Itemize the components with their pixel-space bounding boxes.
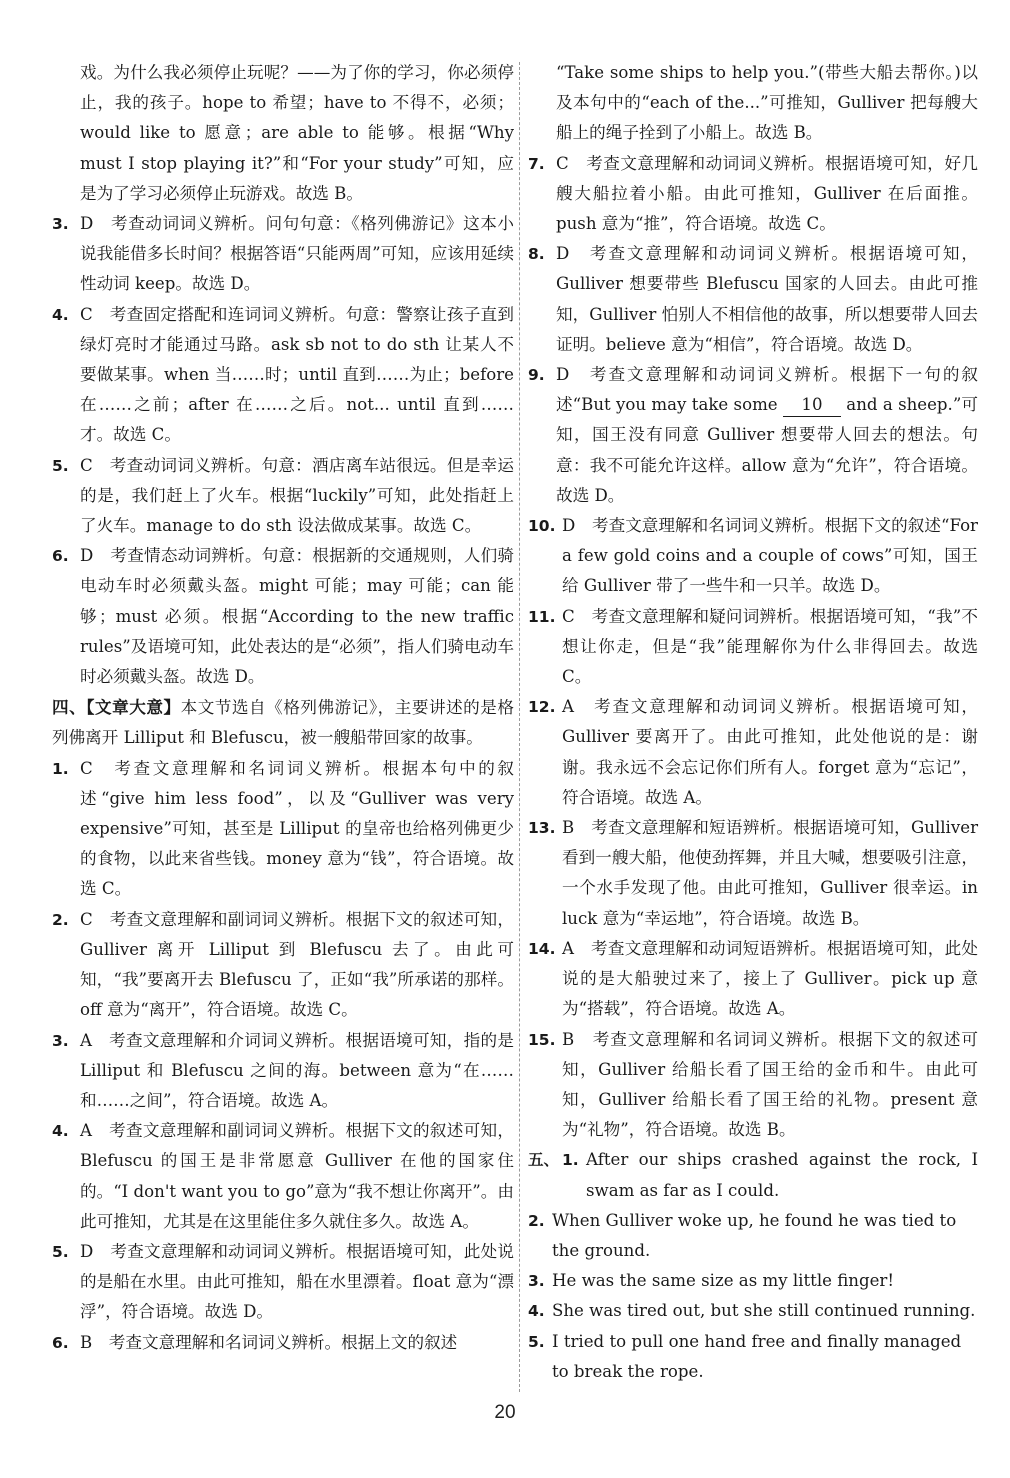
- item-text: D 考查文意理解和动词词义辨析。根据语境可知，Gulliver 想要带些 Blefuscu 国家的人回去。由此可推知，Gulliver 怕别人不相信他的故事，所以想要带人回去证明。believe 意为“相信”，符合语境。故选 D。: [556, 244, 978, 354]
- section-5-item-3: [528, 1266, 978, 1296]
- page-number: 20: [494, 1402, 516, 1423]
- answer-item-4-9: [528, 360, 978, 511]
- answer-item-4-8: [528, 239, 978, 360]
- item-text: B 考查文意理解和名词词义辨析。根据下文的叙述可知，Gulliver 给船长看了国王给的金币和牛。由此可知，Gulliver 给船长看了国王给的礼物。present 意为“礼物”，符合语境。故选 B。: [562, 1029, 978, 1140]
- fill-blank: 10: [783, 394, 841, 417]
- item-text: I tried to pull one hand free and finally managed to break the rope.: [552, 1331, 962, 1381]
- answer-item-3-3: [52, 209, 514, 300]
- right-continuation-text: “Take some ships to help you.”(带些大船去帮你。)以及本句中的“each of the...”可推知，Gulliver 把每艘大船上的绳子拴到了小船上。故选 B。: [556, 63, 978, 143]
- right-column: [528, 58, 978, 1387]
- item-number: 2.: [528, 1211, 545, 1230]
- answer-item-4-14: [528, 934, 978, 1025]
- sentence-item: [562, 1145, 978, 1205]
- answer-item-4-2: [52, 905, 514, 1026]
- item-text: B 考查文意理解和名词词义辨析。根据上文的叙述: [80, 1332, 458, 1352]
- left-intro-text: 戏。为什么我必须停止玩呢？——为了你的学习，你必须停止，我的孩子。hope to 希望；have to 不得不，必须；would like to 愿意；are able to 能够。根据“Why must I stop playing it?”和“For your study”可知，应是为了学习必须停止玩游戏。故选 B。: [80, 63, 514, 203]
- item-text: B 考查文意理解和短语辨析。根据语境可知，Gulliver 看到一艘大船，他使劲挥舞，并且大喊，想要吸引注意，一个水手发现了他。由此可推知，Gulliver 很幸运。in luck 意为“幸运地”，符合语境。故选 B。: [562, 818, 978, 928]
- item-number: 4.: [52, 305, 69, 324]
- answer-item-4-1: [52, 754, 514, 905]
- item-number: 5.: [528, 1332, 545, 1351]
- item-number: 13.: [528, 819, 556, 838]
- item-number: 4.: [52, 1122, 69, 1141]
- item-number: 5.: [52, 1242, 69, 1261]
- answer-item-4-4: [52, 1116, 514, 1237]
- item-number: 1.: [562, 1151, 579, 1170]
- item-text: C 考查固定搭配和连词词义辨析。句意：警察让孩子直到绿灯亮时才能通过马路。ask sb not to do sth 让某人不要做某事。when 当……时；until 直到……为止；before 在……之前；after 在……之后。not... until 直到……才。故选 C。: [80, 304, 514, 445]
- item-number: 6.: [52, 547, 69, 566]
- item-text: A 考查文意理解和副词词义辨析。根据下文的叙述可知，Blefuscu 的国王是非常愿意 Gulliver 在他的国家住的。“I don't want you to go”意为“我不想让你离开”。由此可推知，尤其是在这里能住多久就住多久。故选 A。: [80, 1121, 514, 1231]
- item-text: A 考查文意理解和动词短语辨析。根据语境可知，此处说的是大船驶过来了，接上了 Gulliver。pick up 意为“搭载”，符合语境。故选 A。: [562, 938, 978, 1019]
- item-number: 10.: [528, 517, 556, 536]
- item-number: 11.: [528, 607, 556, 626]
- item-number: 3.: [52, 1031, 69, 1050]
- item-number: 8.: [528, 245, 545, 264]
- item-number: 3.: [52, 215, 69, 234]
- item-number: 15.: [528, 1030, 556, 1049]
- item-number: 3.: [528, 1272, 545, 1291]
- item-number: 14.: [528, 939, 556, 958]
- item-number: 7.: [528, 154, 545, 173]
- answer-item-3-4: [52, 300, 514, 451]
- answer-item-4-15: [528, 1025, 978, 1146]
- item-text: After our ships crashed against the rock, I swam as far as I could.: [586, 1150, 978, 1200]
- answer-item-4-11: [528, 602, 978, 693]
- answer-item-4-12: [528, 692, 978, 813]
- section-5-item-1: [528, 1145, 978, 1205]
- item-number: 1.: [52, 759, 69, 778]
- item-text: She was tired out, but she still continued running.: [552, 1301, 976, 1321]
- item-text-after: and a sheep.”可知，国王没有同意 Gulliver 想要带人回去的想法。句意：我不可能允许这样。allow 意为“允许”，符合语境。故选 D。: [556, 395, 978, 505]
- section-4-summary: [52, 692, 514, 753]
- item-text: He was the same size as my little finger!: [552, 1271, 895, 1291]
- section-5-item-4: [528, 1296, 978, 1326]
- item-number: 12.: [528, 698, 556, 717]
- item-number: 9.: [528, 366, 545, 385]
- item-text: A 考查文意理解和介词词义辨析。根据语境可知，指的是 Lilliput 和 Blefuscu 之间的海。between 意为“在……和……之间”，符合语境。故选 A。: [80, 1030, 514, 1110]
- section-4-label: 四、【文章大意】: [52, 697, 181, 718]
- item-text-before: D 考查文意理解和动词词义辨析。根据下一句的叙述“But you may take some: [556, 365, 978, 415]
- item-text: When Gulliver woke up, he found he was tied to the ground.: [552, 1210, 957, 1260]
- answer-item-3-5: [52, 451, 514, 542]
- answer-item-3-6: [52, 541, 514, 692]
- item-text: C 考查动词词义辨析。句意：酒店离车站很远。但是幸运的是，我们赶上了火车。根据“luckily”可知，此处指赶上了火车。manage to do sth 设法做成某事。故选 C。: [80, 455, 514, 536]
- answer-item-4-5: [52, 1237, 514, 1328]
- answer-item-4-3: [52, 1026, 514, 1117]
- section-5-item-2: [528, 1206, 978, 1266]
- answer-item-4-6: [52, 1328, 514, 1358]
- section-5-item-5: [528, 1327, 978, 1387]
- item-text: D 考查文意理解和名词词义辨析。根据下文的叙述“For a few gold coins and a couple of cows”可知，国王给 Gulliver 带了一些牛和一只羊。故选 D。: [562, 516, 978, 596]
- section-5-label: 五、: [528, 1151, 560, 1170]
- item-text: C 考查文意理解和副词词义辨析。根据下文的叙述可知，Gulliver 离开 Lilliput 到 Blefuscu 去了。由此可知，“我”要离开去 Blefuscu 了，正如“我”所承诺的那样。off 意为“离开”，符合语境。故选 C。: [80, 909, 514, 1020]
- column-divider: [519, 62, 520, 1392]
- answer-item-4-10: [528, 511, 978, 602]
- section-4-text: 本文节选自《格列佛游记》，主要讲述的是格列佛离开 Lilliput 和 Blefuscu，被一艘船带回家的故事。: [52, 698, 514, 748]
- item-text: C 考查文意理解和名词词义辨析。根据本句中的叙述“give him less food”，以及“Gulliver was very expensive”可知，甚至是 Lilliput 的皇帝也给格列佛更少的食物，以此来省些钱。money 意为“钱”，符合语境。故选 C。: [80, 758, 514, 899]
- item-number: 6.: [52, 1333, 69, 1352]
- item-text: A 考查文意理解和动词词义辨析。根据语境可知，Gulliver 要离开了。由此可推知，此处他说的是：谢谢。我永远不会忘记你们所有人。forget 意为“忘记”，符合语境。故选 A。: [562, 697, 978, 807]
- item-text: D 考查情态动词辨析。句意：根据新的交通规则，人们骑电动车时必须戴头盔。might 可能；may 可能；can 能够；must 必须。根据“According to the new traffic rules”及语境可知，此处表达的是“必须”，指人们骑电动车时必须戴头盔。故选 D。: [80, 546, 514, 687]
- item-text: D 考查动词词义辨析。问句句意：《格列佛游记》这本小说我能借多长时间？根据答语“只能两周”可知，应该用延续性动词 keep。故选 D。: [80, 214, 514, 294]
- item-text: D 考查文意理解和动词词义辨析。根据语境可知，此处说的是船在水里。由此可推知，船在水里漂着。float 意为“漂浮”，符合语境。故选 D。: [80, 1241, 514, 1322]
- answer-item-4-7: [528, 149, 978, 240]
- item-number: 4.: [528, 1302, 545, 1321]
- left-column: [52, 58, 514, 1358]
- item-text: C 考查文意理解和动词词义辨析。根据语境可知，好几艘大船拉着小船。由此可推知，Gulliver 在后面推。push 意为“推”，符合语境。故选 C。: [556, 153, 978, 234]
- item-number: 5.: [52, 456, 69, 475]
- item-number: 2.: [52, 910, 69, 929]
- answer-item-4-13: [528, 813, 978, 934]
- item-text: C 考查文意理解和疑问词辨析。根据语境可知，“我”不想让你走，但是“我”能理解你为什么非得回去。故选 C。: [562, 606, 978, 687]
